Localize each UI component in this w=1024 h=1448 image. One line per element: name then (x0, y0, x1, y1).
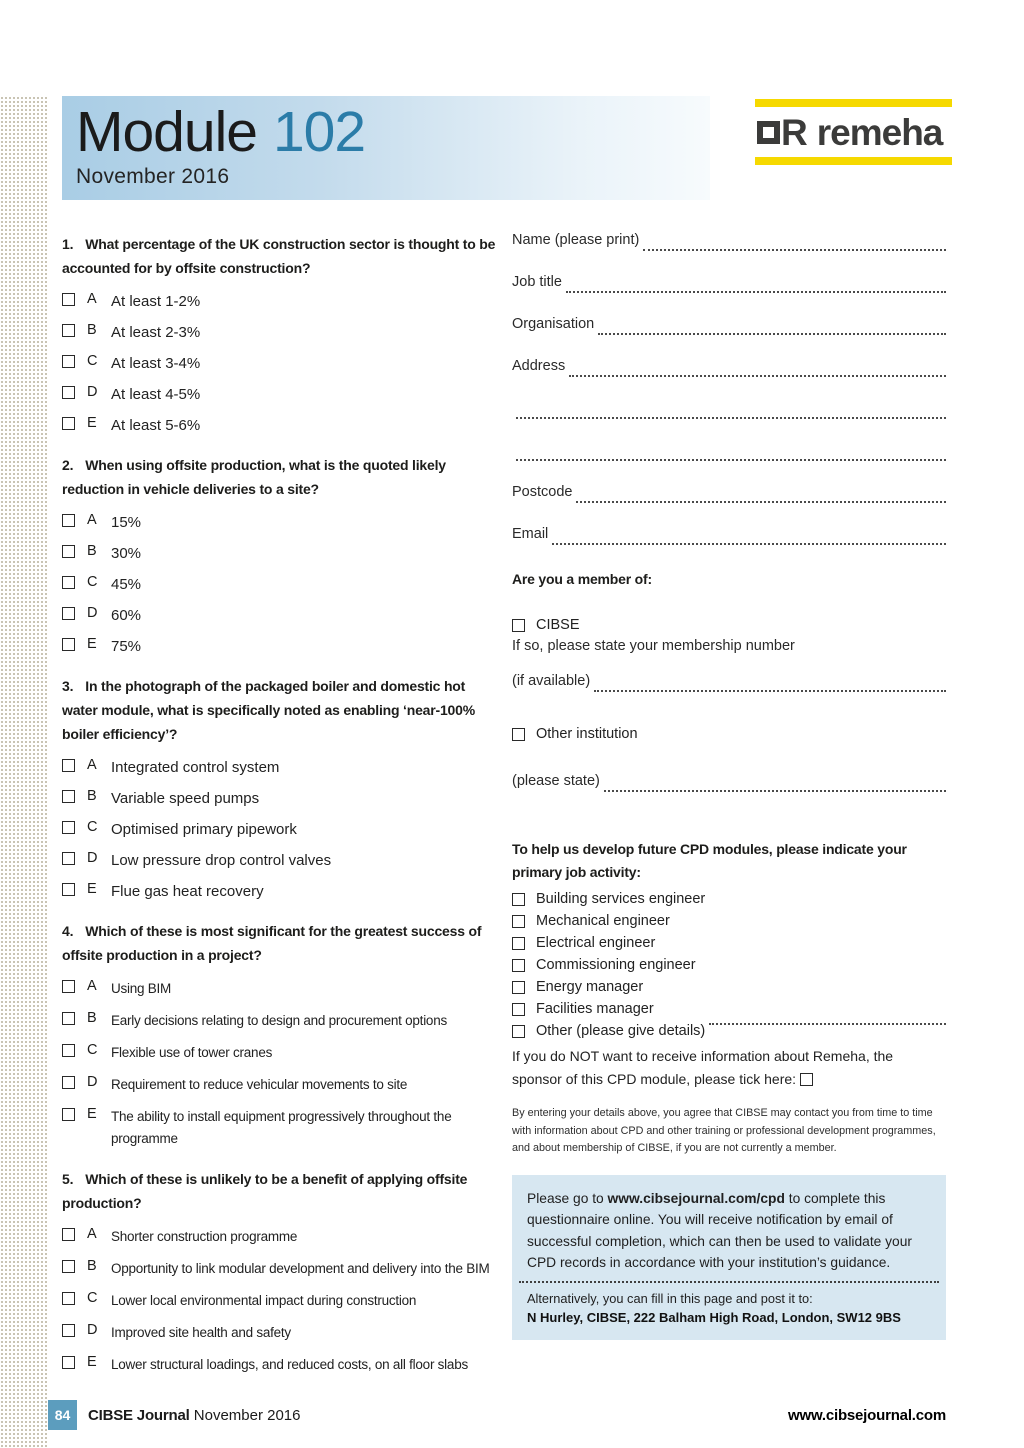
page-edge-texture (0, 96, 47, 1448)
option-label: Lower local environmental impact during construction (111, 1293, 417, 1308)
answer-checkbox[interactable] (62, 980, 75, 993)
answer-checkbox[interactable] (62, 1044, 75, 1057)
job-activity-checkbox[interactable] (512, 981, 525, 994)
job-activity-label: Mechanical engineer (536, 913, 670, 929)
option-letter: D (87, 1322, 98, 1338)
answer-option (62, 1226, 498, 1248)
membership-number-note: If so, please state your membership number (512, 638, 795, 654)
option-label: Requirement to reduce vehicular movements to site (111, 1077, 408, 1092)
option-label: Opportunity to link modular development and delivery into the BIM (111, 1261, 490, 1276)
journal-issue: November 2016 (193, 1406, 301, 1424)
name-write-in-line[interactable] (643, 232, 946, 251)
remeha-square-icon (757, 121, 780, 144)
answer-option (62, 881, 498, 902)
field-organisation (512, 316, 946, 338)
postcode-write-in-line[interactable] (576, 484, 946, 503)
cibse-member-option (512, 617, 946, 633)
answer-option (62, 1042, 498, 1064)
option-letter: C (87, 819, 98, 835)
answer-checkbox[interactable] (62, 607, 75, 620)
job-activity-label: Commissioning engineer (536, 957, 696, 973)
option-letter: E (87, 881, 97, 897)
question-text: What percentage of the UK construction sector is thought to be accounted for by offsite construction? (62, 236, 496, 276)
remeha-mark-letter: R (781, 112, 808, 153)
answer-option (62, 543, 498, 564)
question-heading (62, 919, 498, 967)
option-letter: C (87, 574, 98, 590)
other-institution-checkbox[interactable] (512, 728, 525, 741)
module-date: November 2016 (76, 165, 230, 188)
option-letter: C (87, 1290, 98, 1306)
answer-checkbox[interactable] (62, 1292, 75, 1305)
job-activity-option (512, 913, 946, 929)
question-text: Which of these is unlikely to be a benefit of applying offsite production? (62, 1171, 468, 1211)
field-label: Email (512, 526, 549, 542)
email-write-in-line[interactable] (552, 526, 946, 545)
answer-checkbox[interactable] (62, 1356, 75, 1369)
answer-option (62, 353, 498, 374)
job-activity-label: Other (please give details) (536, 1023, 706, 1039)
question-number: 1. (62, 236, 74, 252)
field-label: Name (please print) (512, 232, 640, 248)
module-title-text: Module (76, 100, 257, 164)
question-text: In the photograph of the packaged boiler and domestic hot water module, what is specifically noted as enabling ‘near-100% boiler efficiency’? (62, 678, 475, 742)
option-label: At least 1-2% (111, 293, 201, 310)
option-letter: B (87, 1010, 97, 1026)
job-activity-option (512, 935, 946, 951)
logo-bottom-bar (755, 157, 952, 165)
module-number: 102 (272, 100, 366, 164)
answer-option (62, 819, 498, 840)
answer-checkbox[interactable] (62, 324, 75, 337)
option-letter: E (87, 1106, 97, 1122)
field-label: Organisation (512, 316, 595, 332)
optout-line (512, 1045, 946, 1091)
option-label: Using BIM (111, 981, 172, 996)
optout-checkbox[interactable] (800, 1073, 813, 1086)
answer-option (62, 605, 498, 626)
option-label: 45% (111, 576, 142, 593)
optout-text: If you do NOT want to receive information about Remeha, the sponsor of this CPD module, please tick here: (512, 1048, 894, 1087)
address-write-in-line[interactable] (569, 358, 946, 377)
online-instructions (527, 1188, 931, 1274)
postal-alternative-line: Alternatively, you can fill in this page and post it to: (527, 1290, 813, 1306)
job-activity-checkbox[interactable] (512, 915, 525, 928)
field-label: Job title (512, 274, 562, 290)
field-email (512, 526, 946, 548)
answer-option (62, 850, 498, 871)
answer-option (62, 1106, 498, 1150)
option-letter: B (87, 322, 97, 338)
option-label: Optimised primary pipework (111, 821, 297, 838)
answer-checkbox[interactable] (62, 1324, 75, 1337)
field-name (512, 232, 946, 254)
field-address-line2 (512, 400, 946, 422)
option-label: 60% (111, 607, 142, 624)
job-activity-label: Building services engineer (536, 891, 706, 907)
answer-option (62, 1322, 498, 1344)
question-heading (62, 674, 498, 746)
answer-option (62, 1010, 498, 1032)
answer-checkbox[interactable] (62, 852, 75, 865)
other-details-write-in-line[interactable] (709, 1023, 946, 1025)
answer-checkbox[interactable] (62, 355, 75, 368)
answer-option (62, 757, 498, 778)
field-other-institution (512, 773, 946, 795)
option-letter: E (87, 636, 97, 652)
cibse-label: CIBSE (536, 617, 580, 633)
job-activity-checkbox[interactable] (512, 1025, 525, 1038)
job-activity-option (512, 891, 946, 907)
option-letter: D (87, 1074, 98, 1090)
form-column (512, 232, 946, 1340)
answer-option (62, 978, 498, 1000)
membership-heading: Are you a member of: (512, 571, 652, 587)
field-label: Postcode (512, 484, 573, 500)
question-text: When using offsite production, what is the quoted likely reduction in vehicle deliveries to a site? (62, 457, 446, 497)
job-activity-option (512, 1001, 946, 1017)
option-letter: A (87, 512, 97, 528)
field-label: (if available) (512, 673, 591, 689)
remeha-logo (755, 99, 952, 165)
field-label: (please state) (512, 773, 600, 789)
page-footer (48, 1400, 946, 1430)
address-write-in-line[interactable] (516, 442, 946, 461)
option-label: 15% (111, 514, 142, 531)
job-activity-checkbox[interactable] (512, 1003, 525, 1016)
answer-checkbox[interactable] (62, 759, 75, 772)
option-label: Improved site health and safety (111, 1325, 291, 1340)
field-address (512, 358, 946, 380)
answer-checkbox[interactable] (62, 1228, 75, 1241)
answer-checkbox[interactable] (62, 821, 75, 834)
logo-top-bar (755, 99, 952, 107)
instruction-post: to complete this questionnaire online. You will receive notification by email of successful completion, which can then be used to validate your CPD records in accordance with your institution’s guidance. (527, 1190, 912, 1270)
option-letter: B (87, 1258, 97, 1274)
job-title-write-in-line[interactable] (566, 274, 946, 293)
option-label: At least 3-4% (111, 355, 201, 372)
field-address-line3 (512, 442, 946, 464)
option-letter: A (87, 1226, 97, 1242)
option-label: Flue gas heat recovery (111, 883, 264, 900)
option-label: Low pressure drop control valves (111, 852, 332, 869)
field-label: Address (512, 358, 566, 374)
answer-checkbox[interactable] (62, 638, 75, 651)
job-activity-label: Facilities manager (536, 1001, 654, 1017)
option-letter: B (87, 543, 97, 559)
question-heading (62, 1167, 498, 1215)
other-institution-label: Other institution (536, 726, 638, 742)
journal-credit (88, 1407, 301, 1424)
option-letter: E (87, 1354, 97, 1370)
option-label: Variable speed pumps (111, 790, 260, 807)
remeha-wordmark: remeha (816, 112, 943, 153)
answer-option (62, 384, 498, 405)
answer-checkbox[interactable] (62, 883, 75, 896)
job-activity-checkbox[interactable] (512, 893, 525, 906)
answer-option (62, 291, 498, 312)
other-institution-write-in-line[interactable] (604, 773, 946, 792)
answer-option (62, 636, 498, 657)
option-letter: A (87, 757, 97, 773)
cibse-checkbox[interactable] (512, 619, 525, 632)
option-label: Shorter construction programme (111, 1229, 298, 1244)
job-activity-option (512, 979, 946, 995)
answer-option (62, 1074, 498, 1096)
option-label: The ability to install equipment progressively throughout the programme (111, 1109, 452, 1146)
module-header (62, 96, 710, 200)
question-heading (62, 232, 498, 280)
answer-checkbox[interactable] (62, 1260, 75, 1273)
submission-info-box (512, 1175, 946, 1340)
option-label: Early decisions relating to design and procurement options (111, 1013, 447, 1028)
answer-checkbox[interactable] (62, 293, 75, 306)
option-letter: C (87, 353, 98, 369)
questions-column (62, 232, 498, 1393)
option-label: 30% (111, 545, 142, 562)
dotted-divider (519, 1281, 939, 1283)
job-activity-checkbox[interactable] (512, 959, 525, 972)
consent-fine-print: By entering your details above, you agree that CIBSE may contact you from time to time with information about CPD and other training or professional development programmes, and about membership of CIBSE, if you are not currently a member. (512, 1107, 936, 1154)
option-letter: E (87, 415, 97, 431)
option-letter: A (87, 978, 97, 994)
answer-checkbox[interactable] (62, 790, 75, 803)
field-membership-number (512, 673, 946, 695)
answer-option (62, 1290, 498, 1312)
answer-checkbox[interactable] (62, 386, 75, 399)
question-4 (62, 919, 498, 1150)
postal-address: N Hurley, CIBSE, 222 Balham High Road, London, SW12 9BS (527, 1309, 901, 1325)
journal-website[interactable]: www.cibsejournal.com (788, 1406, 946, 1424)
cpd-url[interactable]: www.cibsejournal.com/cpd (607, 1190, 785, 1206)
answer-checkbox[interactable] (62, 1076, 75, 1089)
question-text: Which of these is most significant for the greatest success of offsite production in a project? (62, 923, 482, 963)
answer-option (62, 788, 498, 809)
job-activity-checkbox[interactable] (512, 937, 525, 950)
question-heading (62, 453, 498, 501)
question-number: 3. (62, 678, 74, 694)
question-3 (62, 674, 498, 902)
job-activity-option-other (512, 1023, 946, 1039)
option-label: 75% (111, 638, 142, 655)
other-institution-option (512, 726, 946, 742)
option-letter: D (87, 384, 98, 400)
question-1 (62, 232, 498, 436)
logo-row (755, 107, 952, 157)
instruction-pre: Please go to (527, 1190, 608, 1206)
option-label: Lower structural loadings, and reduced costs, on all floor slabs (111, 1357, 468, 1372)
field-postcode (512, 484, 946, 506)
job-activity-option (512, 957, 946, 973)
answer-option (62, 574, 498, 595)
option-letter: C (87, 1042, 98, 1058)
question-number: 5. (62, 1171, 74, 1187)
answer-checkbox[interactable] (62, 417, 75, 430)
answer-checkbox[interactable] (62, 514, 75, 527)
option-label: At least 4-5% (111, 386, 201, 403)
option-label: Flexible use of tower cranes (111, 1045, 273, 1060)
membership-number-write-in-line[interactable] (594, 673, 946, 692)
answer-option (62, 1354, 498, 1376)
question-number: 2. (62, 457, 74, 473)
answer-option (62, 512, 498, 533)
answer-checkbox[interactable] (62, 1108, 75, 1121)
answer-option (62, 322, 498, 343)
answer-option (62, 1258, 498, 1280)
field-job-title (512, 274, 946, 296)
option-letter: D (87, 850, 98, 866)
option-letter: D (87, 605, 98, 621)
option-label: Integrated control system (111, 759, 280, 776)
question-5 (62, 1167, 498, 1376)
job-activity-label: Energy manager (536, 979, 644, 995)
answer-option (62, 415, 498, 436)
option-letter: B (87, 788, 97, 804)
job-activity-label: Electrical engineer (536, 935, 656, 951)
option-label: At least 2-3% (111, 324, 201, 341)
job-activity-heading: To help us develop future CPD modules, please indicate your primary job activity: (512, 841, 907, 880)
answer-checkbox[interactable] (62, 1012, 75, 1025)
job-activity-options (512, 891, 946, 1039)
journal-name: CIBSE Journal (88, 1406, 190, 1424)
question-2 (62, 453, 498, 657)
option-label: At least 5-6% (111, 417, 201, 434)
organisation-write-in-line[interactable] (598, 316, 946, 335)
answer-checkbox[interactable] (62, 576, 75, 589)
option-letter: A (87, 291, 97, 307)
page-number-badge: 84 (48, 1400, 77, 1430)
address-write-in-line[interactable] (516, 400, 946, 419)
page-title (76, 102, 710, 162)
answer-checkbox[interactable] (62, 545, 75, 558)
question-number: 4. (62, 923, 74, 939)
